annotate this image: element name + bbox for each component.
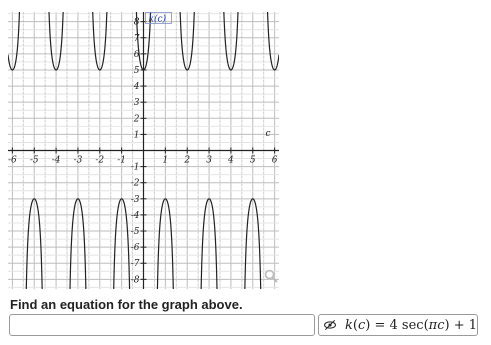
- y-tick-label: 5: [133, 65, 140, 76]
- curve-branch-up: [8, 0, 22, 70]
- y-tick-label: -8: [130, 275, 140, 286]
- zoom-icon[interactable]: [264, 269, 278, 283]
- y-tick-label: 3: [133, 98, 140, 109]
- answer-input[interactable]: [9, 314, 315, 336]
- equation-preview: k(c) = 4 sec(πc) + 1: [345, 317, 477, 333]
- x-tick-label: -1: [117, 155, 127, 166]
- y-tick-label: 2: [133, 114, 140, 125]
- x-tick-label: 6: [271, 155, 278, 166]
- y-tick-label: -5: [130, 227, 140, 238]
- question-prompt: Find an equation for the graph above.: [10, 297, 243, 312]
- y-tick-label: -1: [130, 162, 140, 173]
- answer-preview: [318, 314, 478, 336]
- y-tick-label: -3: [130, 194, 140, 205]
- tick-labels: [8, 18, 278, 286]
- y-tick-label: 1: [133, 130, 140, 141]
- y-tick-label: 8: [133, 17, 140, 28]
- function-label: k(c): [148, 14, 167, 25]
- curve-branch-up: [265, 0, 279, 70]
- y-tick-label: 6: [133, 49, 140, 60]
- x-axis-label: c: [265, 129, 271, 140]
- x-tick-label: -6: [7, 155, 17, 166]
- x-tick-label: 3: [206, 155, 212, 166]
- y-tick-label: 7: [133, 33, 140, 44]
- x-tick-label: 2: [184, 155, 191, 166]
- graph: [0, 0, 282, 290]
- x-tick-label: -4: [51, 155, 61, 166]
- x-tick-label: 1: [162, 155, 169, 166]
- y-tick-label: -4: [130, 210, 140, 221]
- x-tick-label: -5: [29, 155, 39, 166]
- x-tick-label: -2: [95, 155, 105, 166]
- y-tick-label: 4: [133, 82, 140, 93]
- y-tick-label: -7: [130, 259, 140, 270]
- x-tick-label: 5: [249, 155, 256, 166]
- y-tick-label: -2: [130, 178, 140, 189]
- y-tick-label: -6: [130, 243, 140, 254]
- x-tick-label: -3: [73, 155, 83, 166]
- x-tick-label: 4: [228, 155, 234, 166]
- eye-slash-icon[interactable]: [323, 318, 337, 332]
